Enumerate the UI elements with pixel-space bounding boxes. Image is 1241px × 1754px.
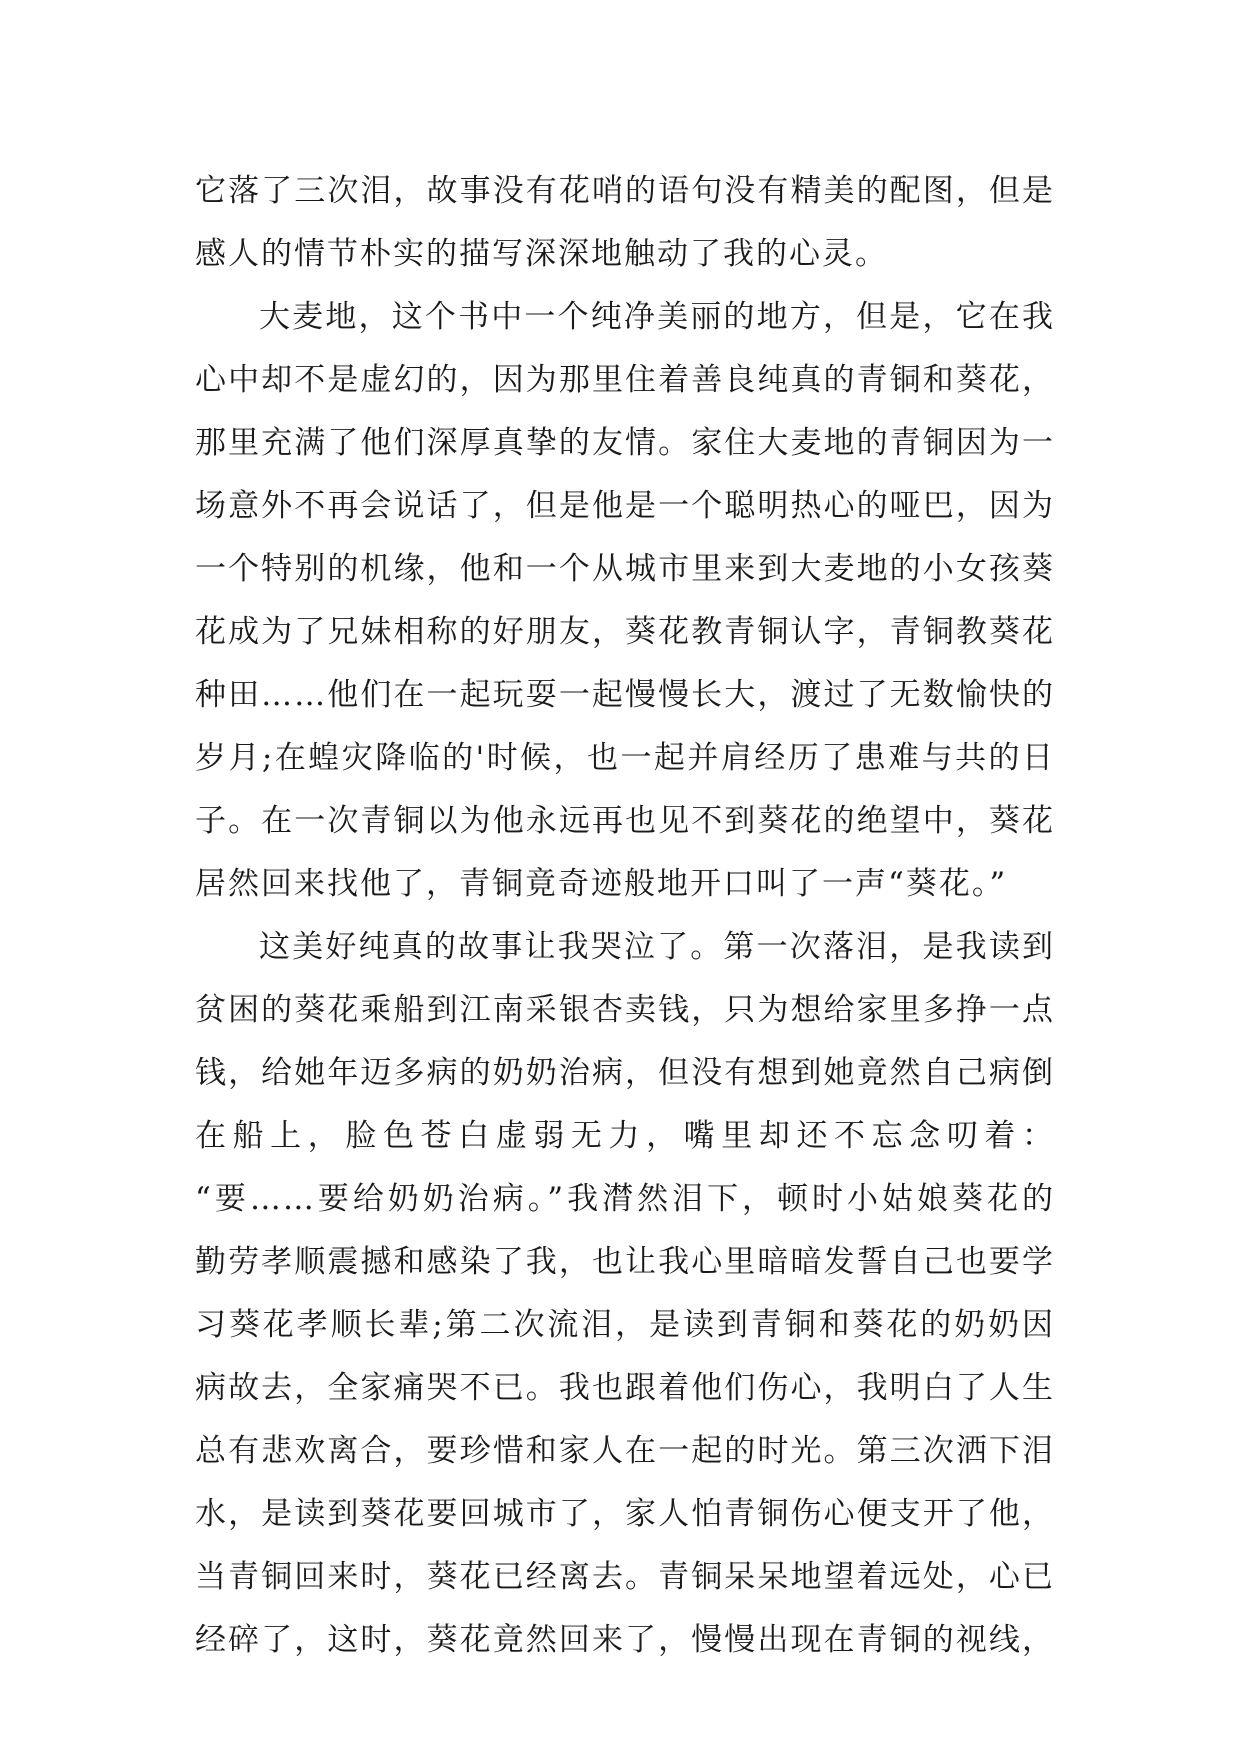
- text-line: 感人的情节朴实的描写深深地触动了我的心灵。: [195, 236, 888, 272]
- text-line: 钱，给她年迈多病的奶奶治病，但没有想到她竟然自己病倒: [195, 1055, 1055, 1091]
- text-line: 水，是读到葵花要回城市了，家人怕青铜伤心便支开了他，: [195, 1496, 1055, 1532]
- body-text: [195, 160, 1055, 1672]
- text-line: 那里充满了他们深厚真挚的友情。家住大麦地的青铜因为一: [195, 425, 1055, 461]
- text-line: 居然回来找他了，青铜竟奇迹般地开口叫了一声“葵花。”: [195, 866, 1008, 902]
- text-line: 在船上，脸色苍白虚弱无力，嘴里却还不忘念叨着：: [195, 1118, 1055, 1154]
- text-line: 病故去，全家痛哭不已。我也跟着他们伤心，我明白了人生: [195, 1370, 1055, 1406]
- text-line: 习葵花孝顺长辈;第二次流泪，是读到青铜和葵花的奶奶因: [195, 1307, 1055, 1343]
- text-line: 心中却不是虚幻的，因为那里住着善良纯真的青铜和葵花，: [195, 362, 1055, 398]
- text-line: 场意外不再会说话了，但是他是一个聪明热心的哑巴，因为: [195, 488, 1055, 524]
- text-line: 总有悲欢离合，要珍惜和家人在一起的时光。第三次洒下泪: [195, 1433, 1055, 1469]
- text-line: 一个特别的机缘，他和一个从城市里来到大麦地的小女孩葵: [195, 551, 1055, 587]
- text-line: “要……要给奶奶治病。”我潸然泪下，顿时小姑娘葵花的: [195, 1181, 1055, 1217]
- text-line: 岁月;在蝗灾降临的'时候，也一起并肩经历了患难与共的日: [195, 740, 1055, 776]
- text-line: 花成为了兄妹相称的好朋友，葵花教青铜认字，青铜教葵花: [195, 614, 1055, 650]
- text-line: 勤劳孝顺震撼和感染了我，也让我心里暗暗发誓自己也要学: [195, 1244, 1055, 1280]
- text-line: 这美好纯真的故事让我哭泣了。第一次落泪，是我读到: [259, 929, 1055, 965]
- text-line: 大麦地，这个书中一个纯净美丽的地方，但是，它在我: [259, 299, 1055, 335]
- text-line: 种田……他们在一起玩耍一起慢慢长大，渡过了无数愉快的: [195, 677, 1055, 713]
- text-line: 经碎了，这时，葵花竟然回来了，慢慢出现在青铜的视线，: [195, 1622, 1055, 1658]
- text-line: 当青铜回来时，葵花已经离去。青铜呆呆地望着远处，心已: [195, 1559, 1055, 1595]
- text-line: 它落了三次泪，故事没有花哨的语句没有精美的配图，但是: [195, 173, 1055, 209]
- text-line: 贫困的葵花乘船到江南采银杏卖钱，只为想给家里多挣一点: [195, 992, 1055, 1028]
- text-line: 子。在一次青铜以为他永远再也见不到葵花的绝望中，葵花: [195, 803, 1055, 839]
